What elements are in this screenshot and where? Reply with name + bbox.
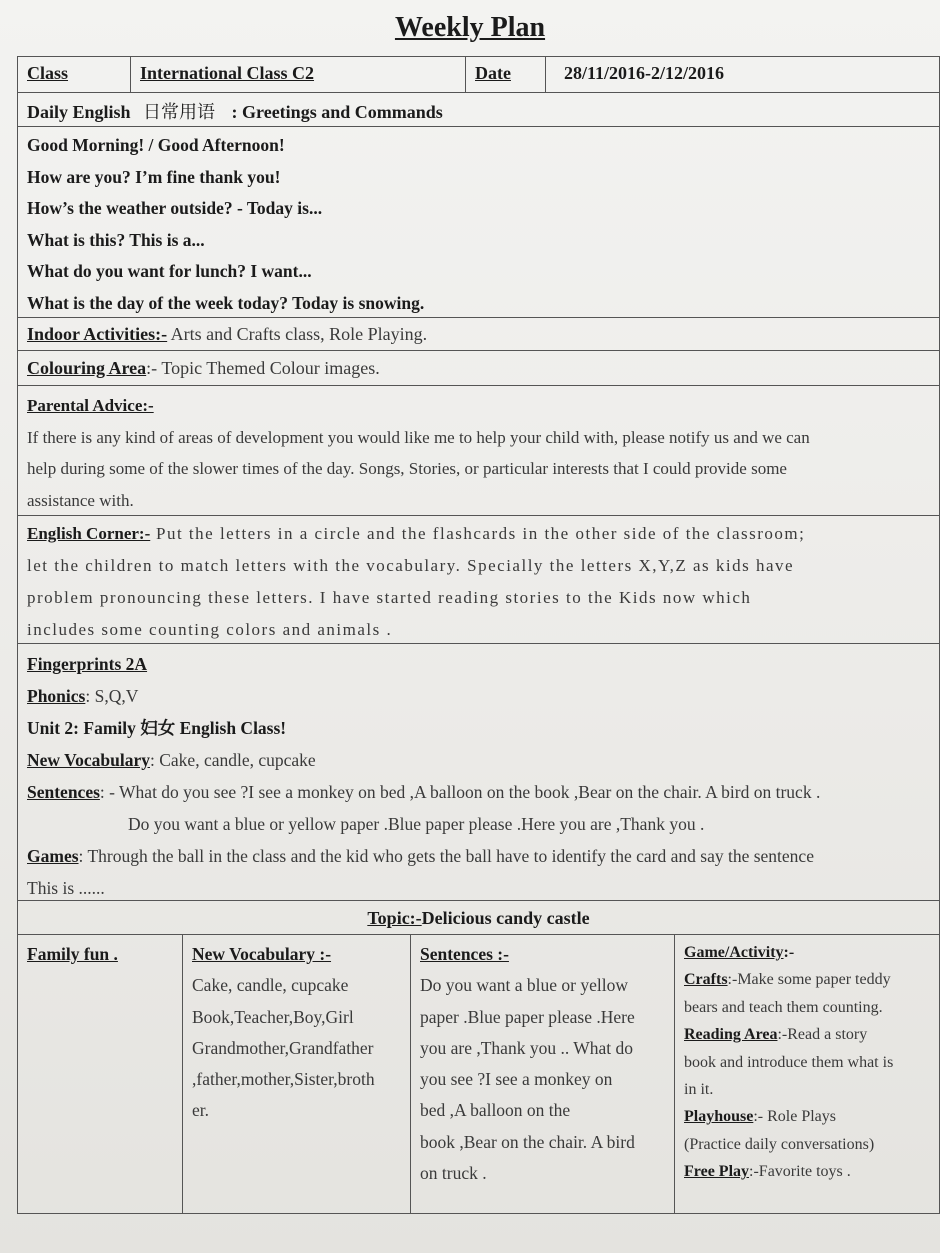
topic-row <box>18 901 939 935</box>
phonics-label: Phonics <box>27 686 86 706</box>
sentences-column-line: bed ,A balloon on the <box>420 1100 571 1121</box>
header-row <box>18 57 939 93</box>
fingerprints-heading: Fingerprints 2A <box>27 654 148 674</box>
bottom-grid <box>18 935 939 1213</box>
vocab-label: New Vocabulary <box>27 750 150 770</box>
game-activity-heading: Game/Activity <box>684 944 784 961</box>
sentences-column-line: book ,Bear on the chair. A bird <box>420 1131 635 1152</box>
colouring-text: :- Topic Themed Colour images. <box>146 358 380 378</box>
sentences-column-line: you see ?I see a monkey on <box>420 1069 613 1090</box>
family-fun-heading: Family fun . <box>27 944 118 964</box>
greetings-section <box>18 127 939 318</box>
vocab-column-line: er. <box>192 1100 210 1121</box>
indoor-label: Indoor Activities:- <box>27 324 168 344</box>
reading-text-2: book and introduce them what is <box>684 1053 894 1071</box>
crafts-text: :-Make some paper teddy <box>727 971 891 989</box>
reading-label: Reading Area <box>684 1026 778 1044</box>
english-corner-line: Put the letters in a circle and the flashcards in the other side of the classroom; <box>150 524 806 543</box>
sentences-column <box>411 935 675 1213</box>
class-value-cell <box>131 57 466 92</box>
page-title: Weekly Plan <box>394 12 546 43</box>
english-corner-line: includes some counting colors and animals . <box>27 620 393 639</box>
daily-english-topic: : Greetings and Commands <box>231 102 443 122</box>
english-corner-label: English Corner:- <box>27 524 151 543</box>
crafts-label: Crafts <box>684 971 728 989</box>
fingerprints-section <box>18 644 939 901</box>
daily-english-heading <box>18 93 939 127</box>
playhouse-text: :- Role Plays <box>753 1108 837 1126</box>
unit-title: Unit 2: Family 妇女 English Class! <box>27 718 287 738</box>
plan-table <box>17 56 940 1214</box>
topic-text: Delicious candy castle <box>421 908 590 928</box>
reading-text-3: in it. <box>684 1080 714 1098</box>
vocab-column-line: ,father,mother,Sister,broth <box>192 1069 375 1090</box>
greeting-line: How’s the weather outside? - Today is... <box>27 198 323 218</box>
vocab-text: : Cake, candle, cupcake <box>150 750 316 770</box>
games-label: Games <box>27 846 79 866</box>
greeting-line: How are you? I’m fine thank you! <box>27 166 281 187</box>
daily-english-chinese: 日常用语 <box>143 102 216 122</box>
vocab-column-line: Cake, candle, cupcake <box>192 975 349 996</box>
sentences-label: Sentences <box>27 782 100 802</box>
english-corner-line: let the children to match letters with the vocabulary. Specially the letters X,Y,Z as kids have <box>27 556 795 575</box>
freeplay-text: :-Favorite toys . <box>749 1163 851 1181</box>
vocab-column <box>183 935 411 1213</box>
family-fun-column <box>18 935 183 1213</box>
sentences-column-line: paper .Blue paper please .Here <box>420 1006 635 1027</box>
greeting-line: Good Morning! / Good Afternoon! <box>27 135 285 155</box>
class-value: International Class C2 <box>140 63 315 83</box>
playhouse-text-2: (Practice daily conversations) <box>684 1135 875 1153</box>
date-value-cell <box>546 57 939 92</box>
daily-english-label: Daily English <box>27 102 131 122</box>
indoor-text: Arts and Crafts class, Role Playing. <box>167 324 428 344</box>
topic-label: Topic:- <box>367 908 422 928</box>
game-activity-heading-suffix: :- <box>783 944 795 961</box>
parental-advice-section <box>18 386 939 516</box>
vocab-column-line: Grandmother,Grandfather <box>192 1037 374 1058</box>
playhouse-label: Playhouse <box>684 1108 754 1126</box>
crafts-text-2: bears and teach them counting. <box>684 998 883 1016</box>
greeting-line: What is this? This is a... <box>27 229 205 250</box>
colouring-label: Colouring Area <box>27 358 147 378</box>
greeting-line: What do you want for lunch? I want... <box>27 261 312 281</box>
phonics-text: : S,Q,V <box>85 686 139 706</box>
sentences-column-line: you are ,Thank you .. What do <box>420 1037 634 1058</box>
sentences-text-2: Do you want a blue or yellow paper .Blue paper please .Here you are ,Thank you . <box>128 814 705 834</box>
parental-label: Parental Advice:- <box>27 396 154 415</box>
games-text: : Through the ball in the class and the kid who gets the ball have to identify the card and say the sentence <box>78 846 814 866</box>
sentences-text: : - What do you see ?I see a monkey on bed ,A balloon on the book ,Bear on the chair. A bird on truck . <box>99 782 821 802</box>
freeplay-label: Free Play <box>684 1163 750 1181</box>
parental-line: assistance with. <box>27 490 134 510</box>
greeting-line: What is the day of the week today? Today is snowing. <box>27 292 425 313</box>
colouring-area-section <box>18 351 939 386</box>
english-corner-section <box>18 516 939 644</box>
parental-line: help during some of the slower times of the day. Songs, Stories, or particular interests that I could provide some <box>27 459 787 478</box>
sentences-column-line: Do you want a blue or yellow <box>420 975 629 996</box>
indoor-activities-section <box>18 318 939 351</box>
english-corner-line: problem pronouncing these letters. I have started reading stories to the Kids now which <box>27 588 752 607</box>
parental-line: If there is any kind of areas of development you would like me to help your child with, please notify us and we can <box>27 427 810 447</box>
sentences-column-line: on truck . <box>420 1163 487 1184</box>
class-label-cell <box>18 57 131 92</box>
date-label-cell <box>466 57 546 92</box>
game-activity-column <box>675 935 939 1213</box>
sentences-column-heading: Sentences :- <box>420 944 509 964</box>
date-value: 28/11/2016-2/12/2016 <box>564 63 725 83</box>
vocab-column-heading: New Vocabulary :- <box>192 944 332 964</box>
date-label: Date <box>475 63 511 83</box>
class-label: Class <box>27 63 69 83</box>
reading-text: :-Read a story <box>777 1026 868 1044</box>
vocab-column-line: Book,Teacher,Boy,Girl <box>192 1006 354 1027</box>
games-text-2: This is ...... <box>27 878 105 898</box>
